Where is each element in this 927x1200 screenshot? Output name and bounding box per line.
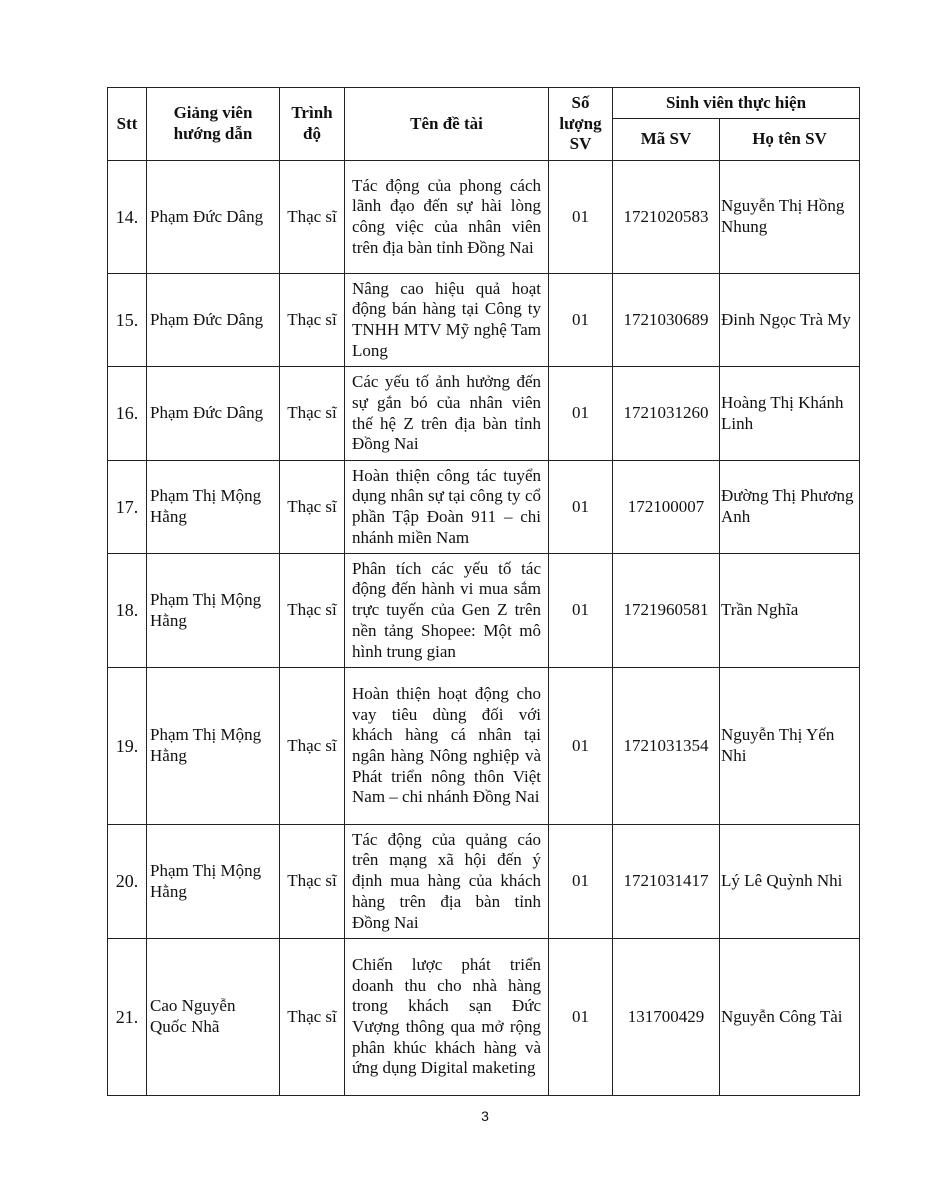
cell-stt: 18. [108,554,147,668]
cell-degree: Thạc sĩ [280,461,345,554]
cell-degree: Thạc sĩ [280,939,345,1096]
header-topic: Tên đề tài [345,88,549,161]
cell-student-name: Nguyễn Thị Yến Nhi [720,668,860,825]
cell-student-name: Đinh Ngọc Trà My [720,274,860,367]
cell-degree: Thạc sĩ [280,668,345,825]
header-supervisor: Giảng viên hướng dẫn [147,88,280,161]
table-row [108,939,860,1096]
page-number: 3 [481,1108,489,1124]
header-students: Sinh viên thực hiện [613,88,860,119]
cell-student-id: 1721031354 [613,668,720,825]
cell-topic: Nâng cao hiệu quả hoạt động bán hàng tại Công ty TNHH MTV Mỹ nghệ Tam Long [345,274,549,367]
cell-student-name: Nguyễn Thị Hồng Nhung [720,161,860,274]
cell-degree: Thạc sĩ [280,825,345,939]
cell-supervisor: Phạm Thị Mộng Hằng [147,825,280,939]
cell-degree: Thạc sĩ [280,367,345,461]
cell-topic: Phân tích các yếu tố tác động đến hành vi mua sắm trực tuyến của Gen Z trên nền tảng Shopee: Một mô hình trung gian [345,554,549,668]
table-row [108,367,860,461]
table-row [108,461,860,554]
cell-stt: 20. [108,825,147,939]
cell-count: 01 [549,939,613,1096]
cell-student-id: 1721031417 [613,825,720,939]
cell-topic: Hoàn thiện hoạt động cho vay tiêu dùng đối với khách hàng cá nhân tại ngân hàng Nông nghiệp và Phát triển nông thôn Việt Nam – chi nhánh Đồng Nai [345,668,549,825]
table-row [108,274,860,367]
cell-student-id: 1721030689 [613,274,720,367]
cell-student-id: 172100007 [613,461,720,554]
table-row [108,554,860,668]
cell-stt: 19. [108,668,147,825]
cell-student-id: 1721960581 [613,554,720,668]
cell-count: 01 [549,668,613,825]
table-row [108,161,860,274]
cell-supervisor: Phạm Thị Mộng Hằng [147,554,280,668]
header-student-name: Họ tên SV [720,119,860,161]
cell-supervisor: Phạm Đức Dâng [147,367,280,461]
cell-student-name: Trần Nghĩa [720,554,860,668]
cell-topic: Các yếu tố ảnh hưởng đến sự gắn bó của nhân viên thế hệ Z trên địa bàn tỉnh Đồng Nai [345,367,549,461]
cell-count: 01 [549,367,613,461]
table-row [108,825,860,939]
cell-degree: Thạc sĩ [280,161,345,274]
cell-topic: Tác động của quảng cáo trên mạng xã hội đến ý định mua hàng của khách hàng trên địa bàn tỉnh Đồng Nai [345,825,549,939]
cell-count: 01 [549,161,613,274]
cell-student-name: Đường Thị Phương Anh [720,461,860,554]
cell-topic: Hoàn thiện công tác tuyển dụng nhân sự tại công ty cổ phần Tập Đoàn 911 – chi nhánh miền Nam [345,461,549,554]
header-degree: Trình độ [280,88,345,161]
cell-degree: Thạc sĩ [280,554,345,668]
cell-count: 01 [549,461,613,554]
cell-topic: Tác động của phong cách lãnh đạo đến sự hài lòng công việc của nhân viên trên địa bàn tỉnh Đồng Nai [345,161,549,274]
cell-student-name: Hoàng Thị Khánh Linh [720,367,860,461]
cell-student-name: Nguyễn Công Tài [720,939,860,1096]
cell-stt: 15. [108,274,147,367]
cell-count: 01 [549,825,613,939]
header-stt: Stt [108,88,147,161]
thesis-table [107,87,860,1096]
cell-supervisor: Cao Nguyễn Quốc Nhã [147,939,280,1096]
table-row [108,668,860,825]
header-count: Số lượng SV [549,88,613,161]
cell-supervisor: Phạm Thị Mộng Hằng [147,668,280,825]
cell-supervisor: Phạm Đức Dâng [147,274,280,367]
cell-student-id: 1721031260 [613,367,720,461]
cell-supervisor: Phạm Thị Mộng Hằng [147,461,280,554]
cell-student-id: 1721020583 [613,161,720,274]
cell-topic: Chiến lược phát triển doanh thu cho nhà hàng trong khách sạn Đức Vượng thông qua mở rộng phân khúc khách hàng và ứng dụng Digital maketing [345,939,549,1096]
cell-supervisor: Phạm Đức Dâng [147,161,280,274]
cell-student-name: Lý Lê Quỳnh Nhi [720,825,860,939]
cell-stt: 21. [108,939,147,1096]
header-student-id: Mã SV [613,119,720,161]
cell-degree: Thạc sĩ [280,274,345,367]
cell-stt: 17. [108,461,147,554]
cell-count: 01 [549,554,613,668]
cell-stt: 16. [108,367,147,461]
cell-count: 01 [549,274,613,367]
cell-student-id: 131700429 [613,939,720,1096]
cell-stt: 14. [108,161,147,274]
